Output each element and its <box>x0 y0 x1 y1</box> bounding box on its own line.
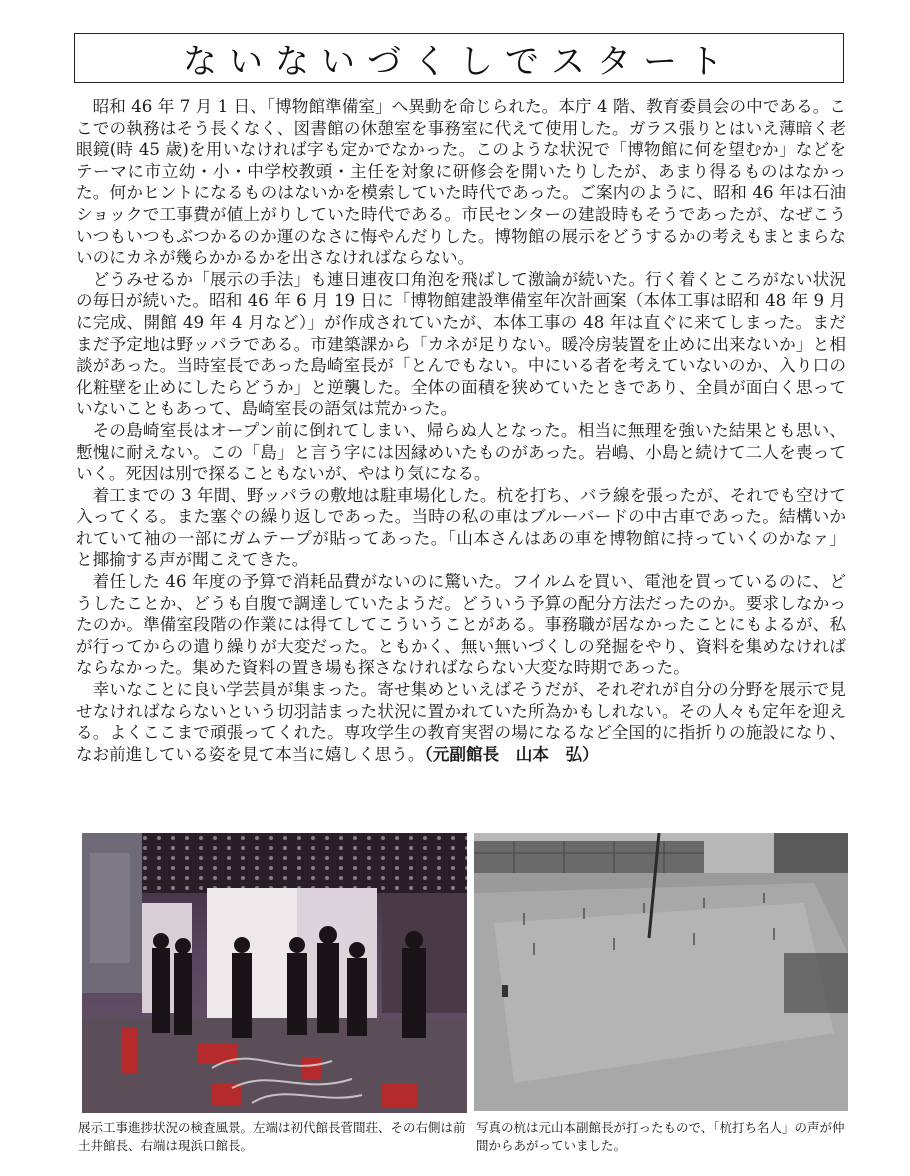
caption-right: 写真の杭は元山本副館長が打ったもので、「杭打ち名人」の声が仲間からあがっていました。 <box>476 1120 845 1153</box>
page-title: ないないづくしでスタート <box>183 41 735 82</box>
paragraph-5: 着任した 46 年度の予算で消耗品費がないのに驚いた。フイルムを買い、電池を買っているのに、どうしたことか、どうも自腹で調達していたようだ。どういう予算の配分方法だったのか。要求しなかったのか。準備室段階の作業には得てしてこういうことがある。事務職が居なかったことにもよるが、私が行ってからの遣り繰りが大変だった。ともかく、無い無いづくしの発掘をやり、資料を集めなければならなかった。集めた資料の置き場も探さなければならない大変な時期であった。 <box>76 572 846 678</box>
title-box <box>74 33 844 83</box>
paragraph-3: その島崎室長はオープン前に倒れてしまい、帰らぬ人となった。相当に無理を強いた結果とも思い、慙愧に耐えない。この「島」と言う字には因縁めいたものがあった。岩嶋、小島と続けて二人を喪っていく。死因は別で探ることもないが、やはり気になる。 <box>76 420 846 484</box>
author-signature: （元副館長 山本 弘） <box>424 744 599 764</box>
paragraph-6-text: 幸いなことに良い学芸員が集まった。寄せ集めといえばそうだが、それぞれが自分の分野を展示で見せなければならないという切羽詰まった状況に置かれていた所為かもしれない。その人々も定年を迎える。よくここまで頑張ってくれた。専攻学生の教育実習の場になるなど全国的に指折りの施設になり、なお前進している姿を見て本当に嬉しく思う。 <box>76 680 846 764</box>
photo-vacant-lot-stakes <box>474 833 848 1111</box>
photo-exhibition-inspection-image <box>82 833 467 1113</box>
photo-exhibition-inspection <box>82 833 467 1113</box>
paragraph-2: どうみせるか「展示の手法」も連日連夜口角泡を飛ばして激論が続いた。行く着くところがない状況の毎日が続いた。昭和 46 年 6 月 19 日に「博物館建設準備室年次計画案（本体工事は昭和 48 年 9 月に完成、開館 49 年 4 月など）」が作成されていたが、本体工事の 48 年は直ぐに来てしまった。まだまだ予定地は野ッパラである。市建築課から「カネが足りない。暖冷房装置を止めに出来ないか」と相談があった。当時室長であった島崎室長が「とんでもない。中にいる者を考えていないのか、入り口の化粧壁を止めにしたらどうか」と逆襲した。全体の面積を狭めていたときであり、全員が面白く思っていないこともあって、島崎室長の語気は荒かった。 <box>76 269 846 419</box>
photo-vacant-lot-stakes-image <box>474 833 848 1111</box>
paragraph-4: 着工までの 3 年間、野ッパラの敷地は駐車場化した。杭を打ち、バラ線を張ったが、それでも空けて入ってくる。また塞ぐの繰り返しであった。当時の私の車はブルーバードの中古車であった。結構いかれていて袖の一部にガムテープが貼ってあった。「山本さんはあの車を博物館に持っていくのかなァ」と揶揄する声が聞こえてきた。 <box>76 485 846 570</box>
paragraph-1: 昭和 46 年 7 月 1 日、「博物館準備室」へ異動を命じられた。本庁 4 階、教育委員会の中である。ここでの執務はそう長くなく、図書館の休憩室を事務室に代えて使用した。ガラス張りとはいえ薄暗く老眼鏡(時 45 歳)を用いなければ字も定かでなかった。このような状況で「博物館に何を望むか」などをテーマに市立幼・小・中学校教頭・主任を対象に研修会を開いたりしたが、あまり得るものはなかった。何かヒントになるものはないかを模索していた時代であった。ご案内のように、昭和 46 年は石油ショックで工事費が値上がりしていた時代である。市民センターの建設時もそうであったが、なぜこういつもいつもぶつかるのか運のなさに悔やんだりした。博物館の展示をどうするかの考えもまとまらないのにカネが幾らかかるかを出さなければならない。 <box>76 97 846 268</box>
article-body <box>76 96 846 765</box>
caption-left: 展示工事進捗状況の検査風景。左端は初代館長菅間荘、その右側は前土井館長、右端は現浜口館長。 <box>78 1120 466 1153</box>
paragraph-6 <box>76 679 846 765</box>
